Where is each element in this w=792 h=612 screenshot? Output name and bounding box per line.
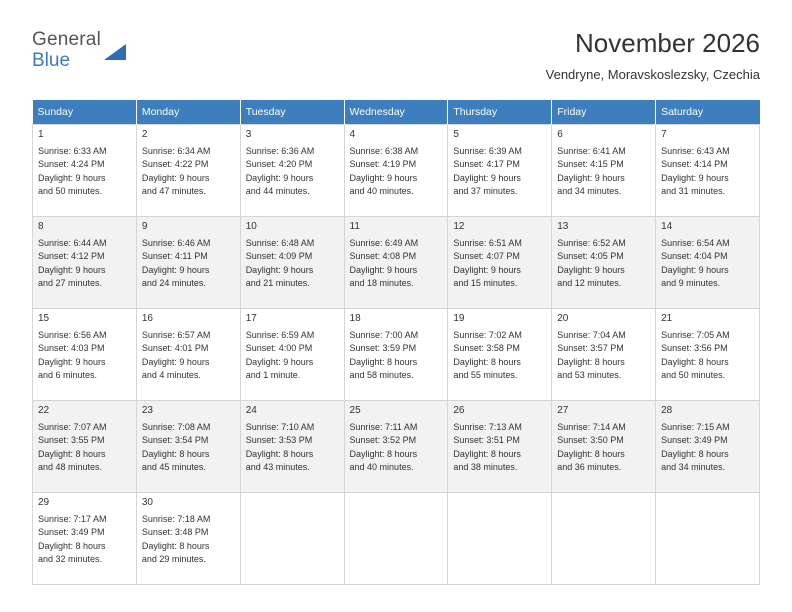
daylight-text-line1: Daylight: 9 hours [245,356,314,367]
daylight-text-line2: and 55 minutes. [453,369,518,380]
day-cell[interactable] [344,125,448,217]
day-cell[interactable] [552,217,656,309]
sunrise-text: Sunrise: 6:51 AM [453,238,522,249]
weekday-header-wednesday: Wednesday [344,100,448,125]
day-number: 13 [557,221,569,232]
daylight-text-line1: Daylight: 8 hours [557,356,625,367]
daylight-text-line1: Daylight: 9 hours [245,264,314,275]
sunrise-text: Sunrise: 6:36 AM [245,146,315,157]
sunset-text: Sunset: 4:22 PM [141,159,209,170]
day-cell[interactable] [656,309,760,401]
weekday-header-saturday: Saturday [656,100,760,125]
daylight-text-line2: and 34 minutes. [661,461,726,472]
calendar-week-row [33,309,760,401]
sunrise-text: Sunrise: 7:10 AM [245,422,315,433]
sunrise-text: Sunrise: 6:39 AM [453,146,522,157]
day-cell-empty [448,493,552,585]
sunrise-text: Sunrise: 7:18 AM [141,514,211,525]
day-cell[interactable] [344,401,448,493]
daylight-text-line1: Daylight: 9 hours [38,264,106,275]
sunrise-text: Sunrise: 6:57 AM [141,330,211,341]
daylight-text-line2: and 48 minutes. [38,461,103,472]
day-cell[interactable] [136,309,240,401]
day-cell[interactable] [33,401,137,493]
day-number: 18 [349,313,361,324]
sunrise-text: Sunrise: 6:56 AM [38,330,107,341]
daylight-text-line2: and 45 minutes. [141,461,206,472]
day-number: 5 [453,129,459,140]
sunset-text: Sunset: 3:57 PM [557,343,624,354]
day-cell[interactable] [33,217,137,309]
sunset-text: Sunset: 3:59 PM [349,343,417,354]
sunrise-text: Sunrise: 7:02 AM [453,330,522,341]
calendar-week-row [33,125,760,217]
sunset-text: Sunset: 4:09 PM [245,251,313,262]
day-number: 21 [661,313,673,324]
daylight-text-line2: and 50 minutes. [38,185,103,196]
daylight-text-line2: and 29 minutes. [141,553,206,564]
sunrise-text: Sunrise: 6:44 AM [38,238,107,249]
daylight-text-line1: Daylight: 9 hours [141,356,210,367]
sunset-text: Sunset: 3:56 PM [661,343,728,354]
day-number: 3 [245,129,252,140]
calendar-week-row [33,217,760,309]
sunset-text: Sunset: 4:17 PM [453,159,520,170]
daylight-text-line2: and 18 minutes. [349,277,414,288]
day-number: 20 [557,313,569,324]
day-number: 27 [557,405,569,416]
day-cell[interactable] [33,493,137,585]
day-cell[interactable] [656,125,760,217]
day-number: 11 [349,221,360,232]
daylight-text-line2: and 15 minutes. [453,277,518,288]
day-number: 15 [38,313,50,324]
day-cell-empty [240,493,344,585]
daylight-text-line1: Daylight: 9 hours [557,264,625,275]
calendar-week-row [33,401,760,493]
daylight-text-line1: Daylight: 8 hours [245,448,314,459]
sunrise-text: Sunrise: 6:38 AM [349,146,419,157]
sunrise-text: Sunrise: 6:49 AM [349,238,419,249]
daylight-text-line1: Daylight: 8 hours [661,356,729,367]
daylight-text-line1: Daylight: 8 hours [141,448,210,459]
daylight-text-line2: and 40 minutes. [349,185,414,196]
daylight-text-line2: and 40 minutes. [349,461,414,472]
day-number: 4 [349,129,356,140]
sunset-text: Sunset: 4:07 PM [453,251,520,262]
day-cell[interactable] [136,125,240,217]
day-number: 9 [141,221,148,232]
daylight-text-line1: Daylight: 9 hours [38,172,106,183]
weekday-header-row [33,100,760,125]
day-number: 25 [349,405,361,416]
sunrise-text: Sunrise: 6:59 AM [245,330,315,341]
daylight-text-line2: and 21 minutes. [245,277,310,288]
sunset-text: Sunset: 4:05 PM [557,251,624,262]
sunset-text: Sunset: 4:14 PM [661,159,728,170]
sunset-text: Sunset: 3:51 PM [453,435,520,446]
day-cell[interactable] [448,309,552,401]
daylight-text-line1: Daylight: 9 hours [557,172,625,183]
day-number: 22 [38,405,50,416]
sunrise-text: Sunrise: 7:08 AM [141,422,211,433]
daylight-text-line2: and 6 minutes. [38,369,98,380]
sunset-text: Sunset: 4:01 PM [141,343,209,354]
day-cell-empty [656,493,760,585]
daylight-text-line1: Daylight: 8 hours [349,356,418,367]
day-cell-empty [344,493,448,585]
daylight-text-line1: Daylight: 8 hours [661,448,729,459]
sunset-text: Sunset: 4:24 PM [38,159,105,170]
sunset-text: Sunset: 3:50 PM [557,435,624,446]
sunrise-text: Sunrise: 7:13 AM [453,422,522,433]
location-subtitle: Vendryne, Moravskoslezsky, Czechia [545,67,760,82]
day-cell[interactable] [448,217,552,309]
daylight-text-line1: Daylight: 8 hours [453,448,521,459]
day-cell[interactable] [136,493,240,585]
daylight-text-line1: Daylight: 9 hours [349,172,418,183]
daylight-text-line2: and 9 minutes. [661,277,721,288]
sunrise-text: Sunrise: 6:52 AM [557,238,626,249]
daylight-text-line2: and 32 minutes. [38,553,103,564]
daylight-text-line2: and 43 minutes. [245,461,310,472]
sunset-text: Sunset: 4:12 PM [38,251,105,262]
daylight-text-line1: Daylight: 8 hours [453,356,521,367]
calendar-body [33,125,760,585]
day-number: 26 [453,405,465,416]
sunset-text: Sunset: 4:03 PM [38,343,105,354]
daylight-text-line1: Daylight: 9 hours [141,172,210,183]
day-cell[interactable] [552,309,656,401]
day-cell[interactable] [552,125,656,217]
daylight-text-line2: and 27 minutes. [38,277,103,288]
sunset-text: Sunset: 3:54 PM [141,435,209,446]
sunrise-text: Sunrise: 7:15 AM [661,422,730,433]
day-cell[interactable] [33,125,137,217]
sunset-text: Sunset: 3:49 PM [661,435,728,446]
daylight-text-line2: and 37 minutes. [453,185,518,196]
daylight-text-line2: and 4 minutes. [141,369,201,380]
day-cell[interactable] [240,309,344,401]
daylight-text-line1: Daylight: 8 hours [38,540,106,551]
sunset-text: Sunset: 4:11 PM [141,251,208,262]
day-number: 1 [38,129,44,140]
weekday-header-sunday: Sunday [33,100,137,125]
day-number: 7 [661,129,667,140]
page-header [32,28,760,90]
daylight-text-line1: Daylight: 9 hours [141,264,210,275]
day-number: 10 [245,221,257,232]
sunrise-text: Sunrise: 6:43 AM [661,146,730,157]
sunrise-text: Sunrise: 6:33 AM [38,146,107,157]
day-number: 8 [38,221,44,232]
daylight-text-line2: and 36 minutes. [557,461,622,472]
sun-times-calendar [32,100,760,585]
sunset-text: Sunset: 3:58 PM [453,343,520,354]
day-cell[interactable] [448,125,552,217]
day-cell-empty [552,493,656,585]
page-title: November 2026 [575,28,760,58]
sunset-text: Sunset: 3:52 PM [349,435,417,446]
sunrise-text: Sunrise: 6:54 AM [661,238,730,249]
daylight-text-line2: and 34 minutes. [557,185,622,196]
daylight-text-line1: Daylight: 9 hours [453,264,521,275]
logo[interactable] [32,28,152,71]
logo-text-general: General [32,29,101,50]
day-cell[interactable] [552,401,656,493]
sunrise-text: Sunrise: 7:14 AM [557,422,626,433]
day-cell[interactable] [656,401,760,493]
sunrise-text: Sunrise: 6:48 AM [245,238,315,249]
sunrise-text: Sunrise: 7:11 AM [349,422,418,433]
sunrise-text: Sunrise: 6:46 AM [141,238,211,249]
sunset-text: Sunset: 3:53 PM [245,435,313,446]
daylight-text-line2: and 12 minutes. [557,277,622,288]
day-number: 19 [453,313,465,324]
daylight-text-line2: and 1 minute. [245,369,301,380]
day-number: 17 [245,313,257,324]
sunrise-text: Sunrise: 7:17 AM [38,514,107,525]
day-cell[interactable] [136,401,240,493]
day-number: 29 [38,497,50,508]
weekday-header-tuesday: Tuesday [240,100,344,125]
daylight-text-line2: and 50 minutes. [661,369,726,380]
sunset-text: Sunset: 4:00 PM [245,343,313,354]
calendar-week-row [33,493,760,585]
daylight-text-line2: and 24 minutes. [141,277,206,288]
daylight-text-line1: Daylight: 8 hours [38,448,106,459]
title-block [152,28,760,82]
sunset-text: Sunset: 3:48 PM [141,527,209,538]
day-cell[interactable] [136,217,240,309]
sunset-text: Sunset: 4:19 PM [349,159,417,170]
day-cell[interactable] [240,401,344,493]
day-cell[interactable] [344,309,448,401]
weekday-header-thursday: Thursday [448,100,552,125]
daylight-text-line1: Daylight: 9 hours [661,264,729,275]
sunset-text: Sunset: 4:08 PM [349,251,417,262]
day-number: 2 [141,129,148,140]
day-number: 28 [661,405,673,416]
daylight-text-line2: and 31 minutes. [661,185,726,196]
weekday-header-friday: Friday [552,100,656,125]
sunrise-text: Sunrise: 6:34 AM [141,146,211,157]
daylight-text-line1: Daylight: 9 hours [453,172,521,183]
daylight-text-line2: and 53 minutes. [557,369,622,380]
day-number: 6 [557,129,563,140]
day-number: 24 [245,405,257,416]
day-cell[interactable] [240,217,344,309]
triangle-logo-mark-icon [104,44,126,60]
sunset-text: Sunset: 4:04 PM [661,251,728,262]
day-number: 14 [661,221,673,232]
sunset-text: Sunset: 3:49 PM [38,527,105,538]
daylight-text-line2: and 58 minutes. [349,369,414,380]
daylight-text-line1: Daylight: 9 hours [661,172,729,183]
sunset-text: Sunset: 3:55 PM [38,435,105,446]
daylight-text-line1: Daylight: 9 hours [349,264,418,275]
logo-text-blue: Blue [32,50,71,71]
daylight-text-line1: Daylight: 8 hours [141,540,210,551]
sunset-text: Sunset: 4:20 PM [245,159,313,170]
day-cell[interactable] [448,401,552,493]
day-number: 16 [141,313,153,324]
sunrise-text: Sunrise: 6:41 AM [557,146,626,157]
daylight-text-line1: Daylight: 8 hours [557,448,625,459]
day-cell[interactable] [656,217,760,309]
daylight-text-line2: and 47 minutes. [141,185,206,196]
daylight-text-line2: and 44 minutes. [245,185,310,196]
day-number: 23 [141,405,153,416]
day-number: 30 [141,497,153,508]
sunrise-text: Sunrise: 7:00 AM [349,330,419,341]
sunset-text: Sunset: 4:15 PM [557,159,624,170]
daylight-text-line1: Daylight: 9 hours [38,356,106,367]
day-cell[interactable] [33,309,137,401]
day-cell[interactable] [240,125,344,217]
day-number: 12 [453,221,465,232]
day-cell[interactable] [344,217,448,309]
sunrise-text: Sunrise: 7:07 AM [38,422,107,433]
daylight-text-line1: Daylight: 8 hours [349,448,418,459]
daylight-text-line1: Daylight: 9 hours [245,172,314,183]
daylight-text-line2: and 38 minutes. [453,461,518,472]
weekday-header-monday: Monday [136,100,240,125]
sunrise-text: Sunrise: 7:04 AM [557,330,626,341]
sunrise-text: Sunrise: 7:05 AM [661,330,730,341]
